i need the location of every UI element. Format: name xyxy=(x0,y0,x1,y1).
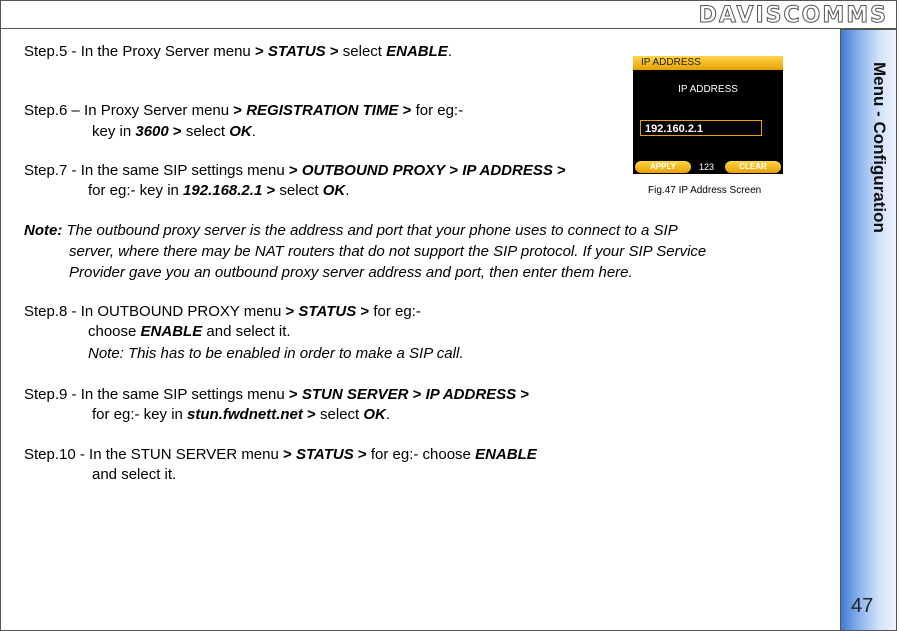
note-line-3: Provider gave you an outbound proxy server address and port, then enter them here. xyxy=(69,264,633,281)
softkey-bar xyxy=(633,160,783,174)
keyword: OK xyxy=(363,406,386,423)
value: 3600 xyxy=(135,123,169,140)
clear-softkey: CLEAR xyxy=(725,161,781,173)
keyword: REGISTRATION TIME xyxy=(246,102,399,119)
keyword: IP ADDRESS xyxy=(462,162,553,179)
keyword: STATUS xyxy=(298,303,357,320)
value: 192.168.2.1 xyxy=(183,182,263,199)
keyword: IP ADDRESS xyxy=(425,386,517,403)
step-10: Step.10 - In the STUN SERVER menu > STATUS > for eg:- choose ENABLE xyxy=(24,446,537,463)
step-5-text: Step.5 - In the Proxy Server menu xyxy=(24,43,251,60)
input-mode-indicator: 123 xyxy=(699,162,715,172)
header-bar xyxy=(0,0,897,29)
value: stun.fwdnett.net xyxy=(187,406,303,423)
note: Note: The outbound proxy server is the address and port that your phone uses to connect to a SIP xyxy=(24,222,678,239)
step-6: Step.6 – In Proxy Server menu > REGISTRATION TIME > for eg:- xyxy=(24,102,464,119)
screen-header: IP ADDRESS xyxy=(633,56,783,70)
step-8-note: Note: This has to be enabled in order to make a SIP call. xyxy=(88,345,464,362)
note-line-2: server, where there may be NAT routers that do not support the SIP protocol. If your SIP Service xyxy=(69,243,707,260)
step-8-line-2: choose ENABLE and select it. xyxy=(88,323,291,340)
keyword: STATUS xyxy=(295,446,354,463)
keyword: STATUS xyxy=(267,43,326,60)
keyword: OK xyxy=(322,182,346,199)
ip-address-screen-figure xyxy=(633,56,783,174)
keyword: ENABLE xyxy=(140,323,203,340)
keyword: ENABLE xyxy=(475,446,537,463)
section-title: Menu - Configuration xyxy=(870,62,889,233)
step-5: Step.5 - In the Proxy Server menu > STATUS > select ENABLE. xyxy=(24,43,452,60)
page-number: 47 xyxy=(851,595,874,617)
step-8: Step.8 - In OUTBOUND PROXY menu > STATUS > for eg:- xyxy=(24,303,421,320)
screen-title: IP ADDRESS xyxy=(678,84,738,95)
keyword: ENABLE xyxy=(386,43,448,60)
step-6-line-2: key in 3600 > select OK. xyxy=(92,123,256,140)
step-7-line-2: for eg:- key in 192.168.2.1 > select OK. xyxy=(88,182,350,199)
step-7: Step.7 - In the same SIP settings menu > OUTBOUND PROXY > IP ADDRESS > xyxy=(24,162,566,179)
section-sidebar xyxy=(840,29,897,631)
step-9-line-2: for eg:- key in stun.fwdnett.net > select OK. xyxy=(92,406,391,423)
figure-caption: Fig.47 IP Address Screen xyxy=(648,185,762,196)
keyword: OK xyxy=(229,123,252,140)
step-10-line-2: and select it. xyxy=(92,466,177,483)
note-label: Note: xyxy=(24,222,63,239)
ip-address-field: 192.160.2.1 xyxy=(640,120,762,136)
keyword: STUN SERVER xyxy=(301,386,409,403)
apply-softkey: APPLY xyxy=(635,161,691,173)
daviscomms-logo: DAVISCOMMS xyxy=(698,3,888,28)
step-9: Step.9 - In the same SIP settings menu > STUN SERVER > IP ADDRESS > xyxy=(24,386,530,403)
keyword: OUTBOUND PROXY xyxy=(301,162,446,179)
